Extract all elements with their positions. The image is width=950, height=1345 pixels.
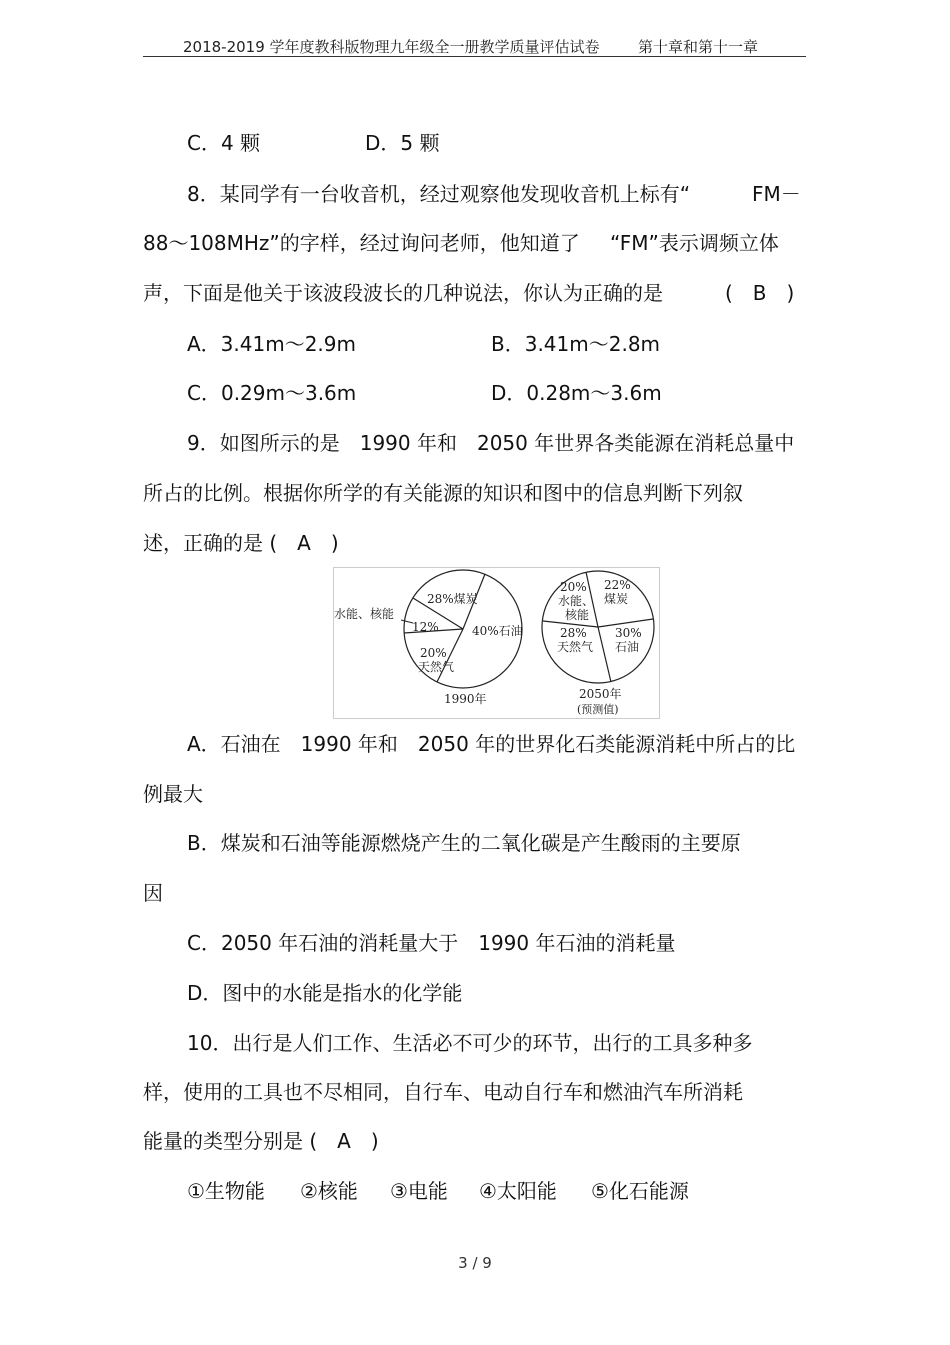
q10-option-1: ①生物能	[187, 1179, 265, 1203]
q8-line1-fm: FM－	[752, 182, 801, 206]
q9-line3: 述，正确的是 ( A )	[143, 531, 339, 555]
pie-2050-hydro-pct: 20%	[560, 580, 587, 594]
q9-line1: 9．如图所示的是 1990 年和 2050 年世界各类能源在消耗总量中	[187, 431, 795, 455]
pie-1990-caption: 1990年	[444, 692, 487, 706]
q7-option-d: D．5 颗	[365, 131, 440, 155]
q10-line2: 样，使用的工具也不尽相同，自行车、电动自行车和燃油汽车所消耗	[143, 1080, 743, 1104]
q8-option-d: D．0.28m～3.6m	[491, 381, 662, 405]
q10-option-4: ④太阳能	[479, 1179, 557, 1203]
pie-2050-caption-note: (预测值)	[577, 703, 619, 716]
q9-option-a-line2: 例最大	[143, 782, 203, 806]
pie-2050-caption: 2050年	[579, 687, 622, 701]
pie-2050-gas: 天然气	[557, 640, 594, 654]
pie-1990-coal: 28%煤炭	[427, 592, 478, 606]
q8-line2-tail: “FM”表示调频立体	[610, 231, 779, 255]
q9-option-b-line1: B．煤炭和石油等能源燃烧产生的二氧化碳是产生酸雨的主要原	[187, 831, 741, 855]
page-number: 3 / 9	[458, 1254, 492, 1272]
q10-option-5: ⑤化石能源	[591, 1179, 689, 1203]
q8-line1: 8．某同学有一台收音机，经过观察他发现收音机上标有“	[187, 182, 691, 206]
q9-option-c: C．2050 年石油的消耗量大于 1990 年石油的消耗量	[187, 931, 676, 955]
pie-1990-outside-label: 水能、核能	[334, 607, 395, 621]
page-header	[143, 36, 806, 57]
pie-2050-oil: 石油	[615, 640, 640, 654]
q10-option-2: ②核能	[300, 1179, 358, 1203]
q8-option-a: A．3.41m～2.9m	[187, 332, 356, 356]
q10-line3: 能量的类型分别是 ( A )	[143, 1129, 379, 1153]
pie-1990-hydro-nuclear: 12%	[412, 620, 439, 634]
q8-line3: 声，下面是他关于该波段波长的几种说法，你认为正确的是	[143, 281, 663, 305]
pie-2050-coal-pct: 22%	[604, 578, 631, 592]
pie-2050-coal: 煤炭	[604, 592, 629, 606]
header-title: 2018-2019 学年度教科版物理九年级全一册教学质量评估试卷	[183, 38, 600, 56]
q8-line2: 88～108MHz”的字样，经过询问老师，他知道了	[143, 231, 580, 255]
pie-1990-gas-pct: 20%	[420, 646, 447, 660]
q8-answer: ( B )	[725, 281, 795, 305]
pie-2050-gas-pct: 28%	[560, 626, 587, 640]
pie-2050-oil-pct: 30%	[615, 626, 642, 640]
energy-pie-figure	[333, 567, 660, 719]
pie-2050-nuclear: 核能	[565, 608, 590, 622]
q9-option-d: D．图中的水能是指水的化学能	[187, 981, 463, 1005]
pie-1990-oil: 40%石油	[472, 624, 523, 638]
q8-option-c: C．0.29m～3.6m	[187, 381, 357, 405]
q7-option-c: C．4 颗	[187, 131, 261, 155]
pie-1990-gas: 天然气	[418, 660, 455, 674]
q9-option-b-line2: 因	[143, 881, 163, 905]
header-chapter: 第十章和第十一章	[638, 38, 759, 56]
q9-line2: 所占的比例。根据你所学的有关能源的知识和图中的信息判断下列叙	[143, 481, 743, 505]
q8-option-b: B．3.41m～2.8m	[491, 332, 661, 356]
q9-option-a-line1: A．石油在 1990 年和 2050 年的世界化石类能源消耗中所占的比	[187, 732, 796, 756]
energy-pie-svg	[333, 567, 660, 719]
q10-option-3: ③电能	[390, 1179, 448, 1203]
q10-line1: 10．出行是人们工作、生活必不可少的环节，出行的工具多种多	[187, 1031, 753, 1055]
pie-2050-hydro: 水能、	[558, 594, 595, 608]
